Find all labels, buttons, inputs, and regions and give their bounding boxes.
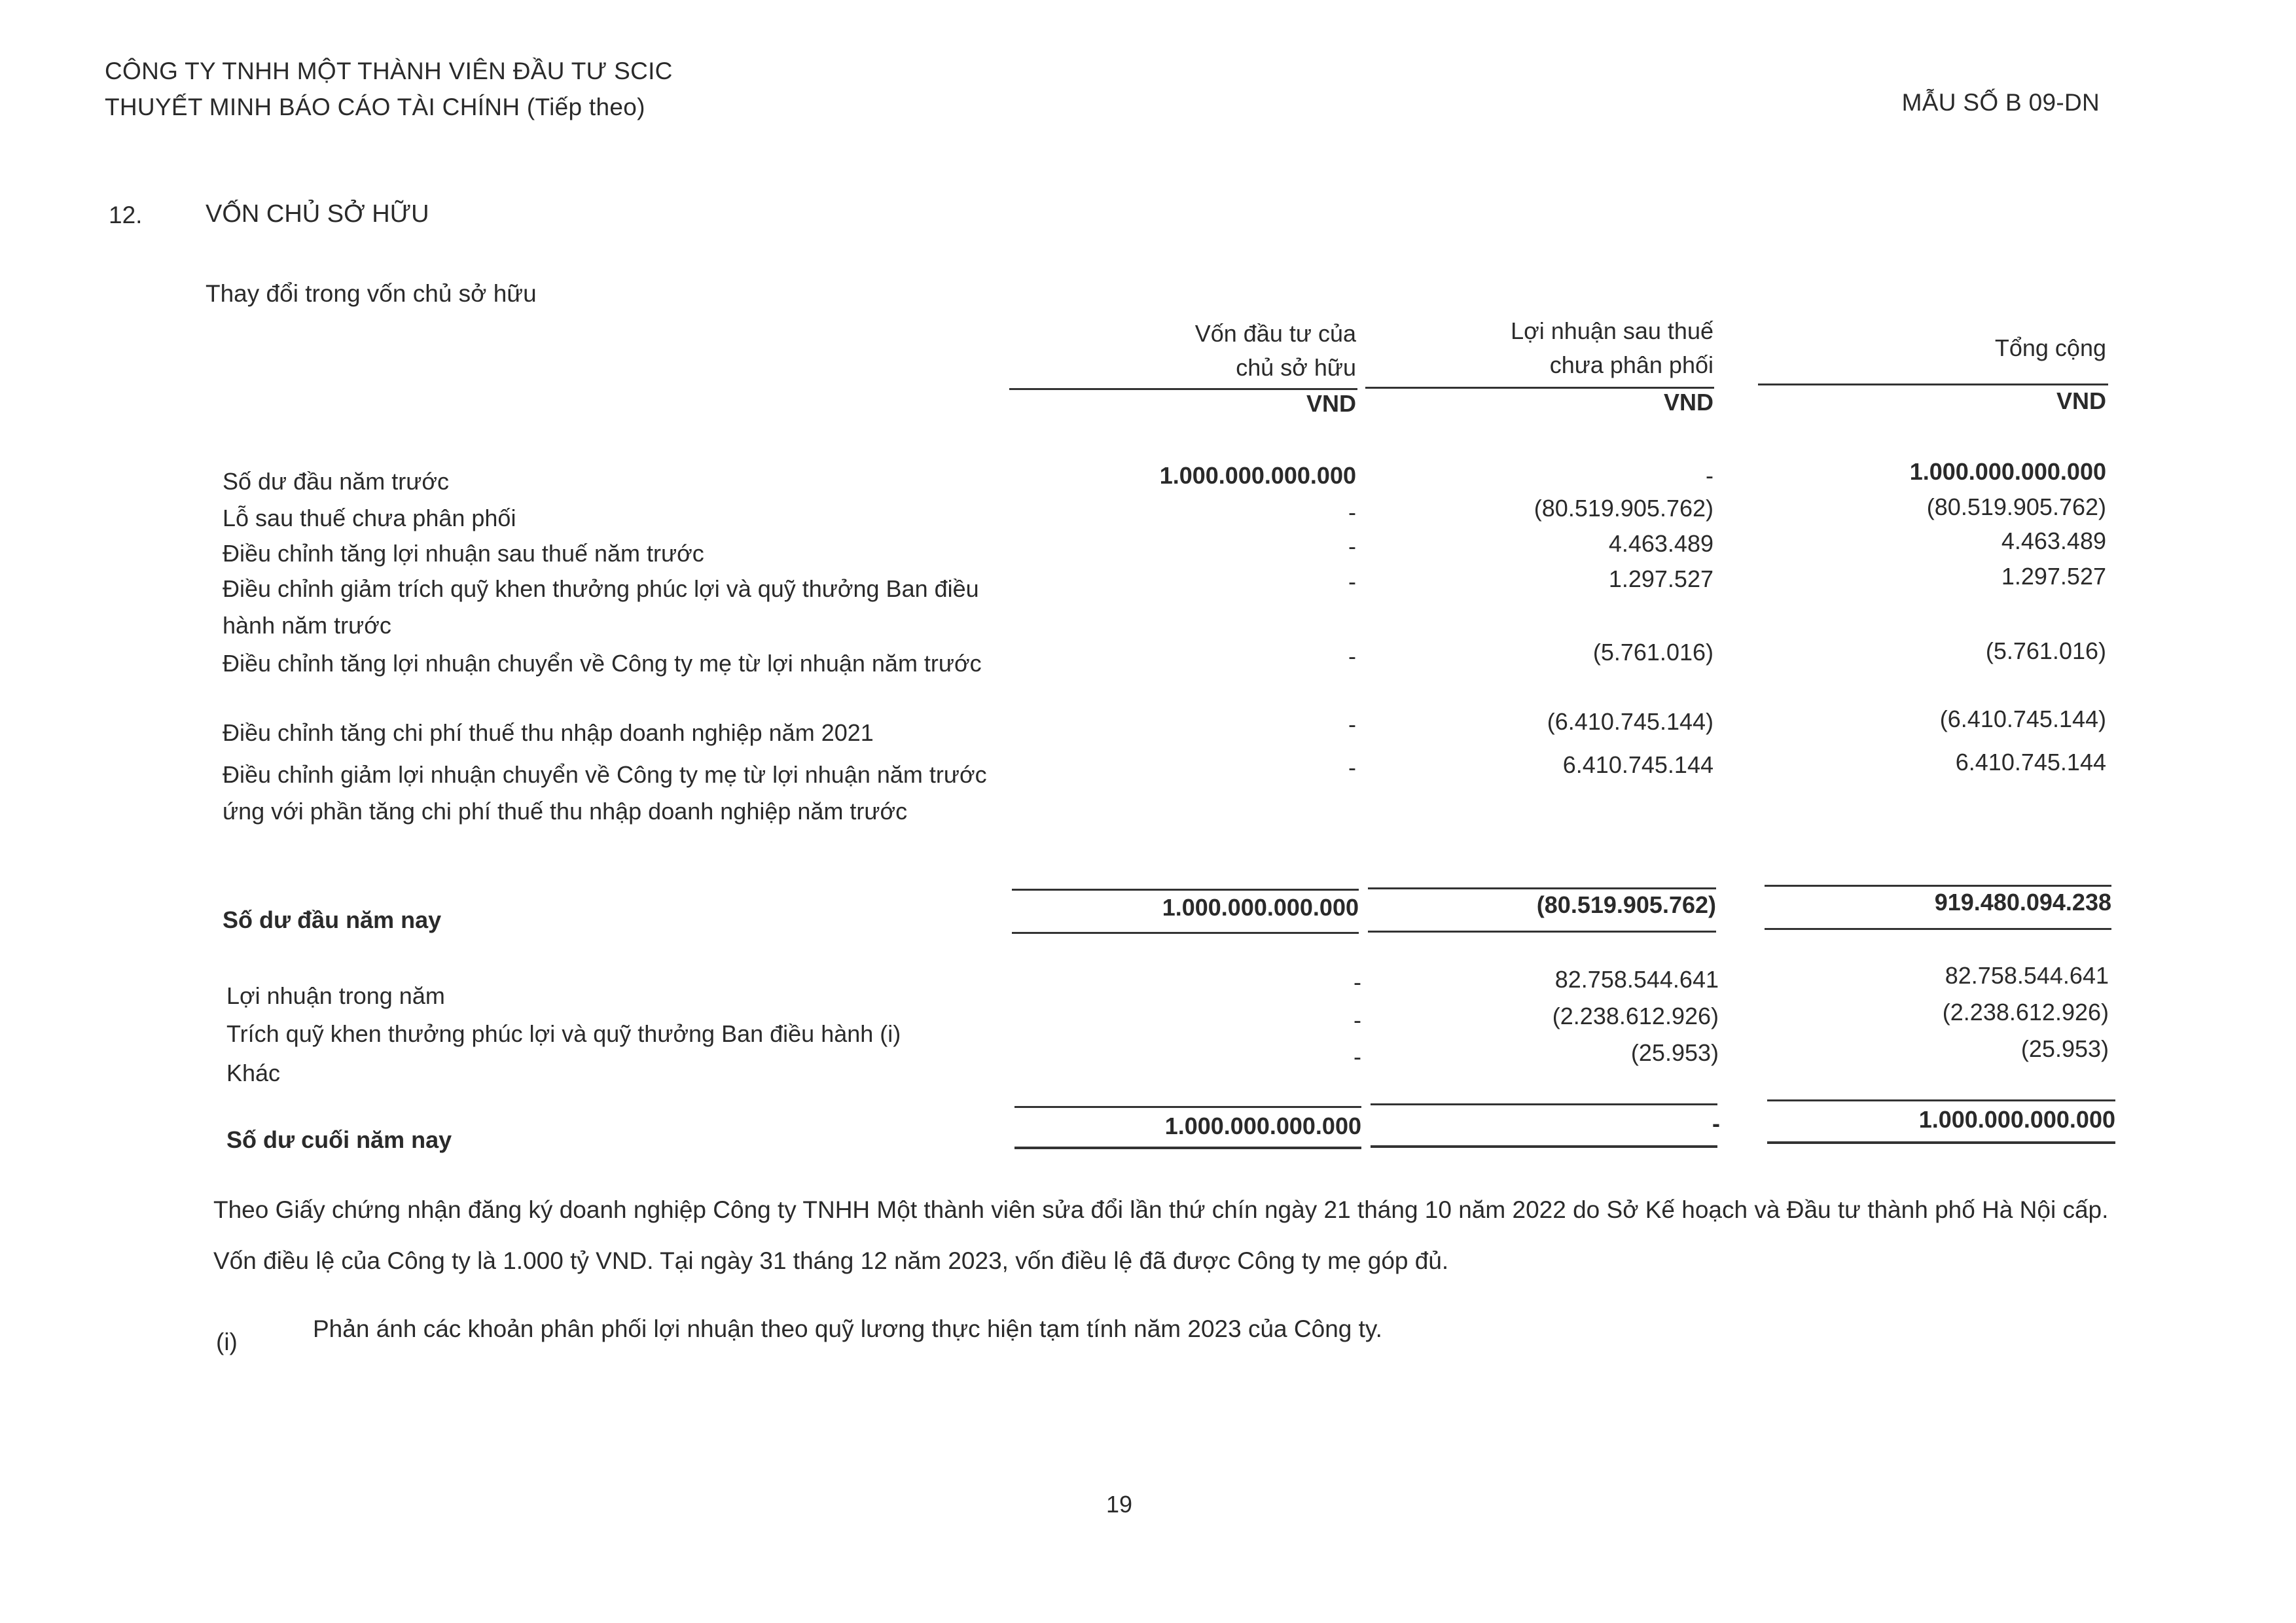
cell-owner-capital: - — [1348, 533, 1356, 560]
header-rule — [1758, 383, 2108, 385]
cell-retained-earnings: (80.519.905.762) — [1536, 891, 1716, 918]
cell-total: 4.463.489 — [2001, 527, 2106, 554]
cell-retained-earnings: (2.238.612.926) — [1552, 1003, 1719, 1029]
cell-total: 1.000.000.000.000 — [1918, 1106, 2115, 1133]
page-number: 19 — [1106, 1491, 1133, 1518]
column-header-total — [1844, 331, 2106, 365]
row-label: Số dư đầu năm nay — [223, 906, 442, 933]
form-code: MẪU SỐ B 09-DN — [1901, 89, 2100, 116]
column-header-line: chủ sở hữu — [1236, 354, 1356, 381]
cell-owner-capital: - — [1348, 754, 1356, 781]
column-header-line: Tổng cộng — [1994, 334, 2106, 361]
cell-owner-capital: - — [1348, 711, 1356, 738]
column-header-retained-earnings — [1373, 314, 1713, 382]
footnote-marker: (i) — [216, 1329, 238, 1355]
row-label: Điều chỉnh tăng chi phí thuế thu nhập doanh nghiệp năm 2021 — [223, 719, 874, 746]
cell-total: (6.410.745.144) — [1939, 705, 2106, 732]
cell-total: (25.953) — [2020, 1035, 2109, 1062]
subtotal-rule — [1368, 887, 1716, 889]
total-rule — [1767, 1141, 2115, 1144]
cell-owner-capital: - — [1348, 568, 1356, 595]
cell-owner-capital: - — [1354, 1007, 1361, 1033]
company-name: CÔNG TY TNHH MỘT THÀNH VIÊN ĐẦU TƯ SCIC — [105, 58, 673, 84]
cell-total: (2.238.612.926) — [1942, 999, 2109, 1026]
cell-owner-capital: 1.000.000.000.000 — [1162, 894, 1359, 921]
row-label: Trích quỹ khen thưởng phúc lợi và quỹ thưởng Ban điều hành (i) — [226, 1020, 901, 1047]
column-header-line: chưa phân phối — [1549, 351, 1713, 378]
cell-owner-capital: - — [1354, 969, 1361, 995]
row-label: Lỗ sau thuế chưa phân phối — [223, 505, 516, 531]
footnote-text: Phản ánh các khoản phân phối lợi nhuận theo quỹ lương thực hiện tạm tính năm 2023 của Công ty. — [313, 1315, 1382, 1342]
row-label: Điều chỉnh giảm lợi nhuận chuyển về Công ty mẹ từ lợi nhuận năm trước ứng với phần tăng chi phí thuế thu nhập doanh nghiệp năm trước — [223, 761, 987, 825]
subtotal-rule — [1765, 885, 2111, 887]
column-unit: VND — [1663, 389, 1713, 416]
cell-owner-capital: - — [1354, 1043, 1361, 1070]
subtotal-rule — [1765, 928, 2111, 930]
column-unit: VND — [2056, 387, 2106, 414]
cell-total: 82.758.544.641 — [1945, 962, 2109, 989]
section-number: 12. — [109, 202, 143, 228]
total-rule — [1014, 1147, 1361, 1149]
column-unit: VND — [1306, 390, 1356, 417]
cell-retained-earnings: (25.953) — [1630, 1039, 1719, 1066]
cell-owner-capital: 1.000.000.000.000 — [1159, 462, 1356, 489]
report-subtitle: THUYẾT MINH BÁO CÁO TÀI CHÍNH (Tiếp theo) — [105, 94, 645, 120]
cell-total: (5.761.016) — [1985, 637, 2106, 664]
cell-owner-capital: 1.000.000.000.000 — [1164, 1113, 1361, 1139]
column-header-line: Vốn đầu tư của — [1194, 320, 1356, 347]
total-rule — [1767, 1099, 2115, 1101]
row-label: Khác — [226, 1060, 281, 1086]
subtotal-rule — [1368, 931, 1716, 933]
subtotal-rule — [1012, 932, 1359, 934]
cell-retained-earnings: 1.297.527 — [1608, 565, 1713, 592]
cell-total: 1.297.527 — [2001, 563, 2106, 590]
cell-total: 6.410.745.144 — [1955, 749, 2106, 776]
row-label: Số dư cuối năm nay — [226, 1126, 452, 1153]
cell-retained-earnings: (80.519.905.762) — [1534, 495, 1713, 522]
section-title: VỐN CHỦ SỞ HỮU — [206, 200, 429, 228]
cell-retained-earnings: 6.410.745.144 — [1562, 751, 1713, 778]
row-label: Điều chỉnh tăng lợi nhuận chuyển về Công ty mẹ từ lợi nhuận năm trước — [223, 650, 982, 677]
cell-retained-earnings: (6.410.745.144) — [1547, 708, 1713, 735]
row-label: Số dư đầu năm trước — [223, 468, 449, 495]
header-rule — [1009, 388, 1357, 390]
subtotal-rule — [1012, 889, 1359, 891]
charter-capital-paragraph: Theo Giấy chứng nhận đăng ký doanh nghiệp Công ty TNHH Một thành viên sửa đổi lần thứ chín ngày 21 tháng 10 năm 2022 do Sở Kế hoạch và Đầu tư thành phố Hà Nội cấp. Vốn điều lệ của Công ty là 1.000 tỷ VND. Tại ngày 31 tháng 12 năm 2023, vốn điều lệ đã được Công ty mẹ góp đủ. — [213, 1196, 2109, 1274]
cell-total: 1.000.000.000.000 — [1909, 458, 2106, 485]
row-label: Lợi nhuận trong năm — [226, 982, 445, 1009]
cell-retained-earnings: - — [1712, 1110, 1720, 1137]
row-label: Điều chỉnh tăng lợi nhuận sau thuế năm trước — [223, 540, 704, 567]
cell-total: 919.480.094.238 — [1934, 889, 2111, 916]
cell-retained-earnings: - — [1706, 462, 1713, 489]
cell-owner-capital: - — [1348, 499, 1356, 526]
cell-total: (80.519.905.762) — [1926, 493, 2106, 520]
row-label: Điều chỉnh giảm trích quỹ khen thưởng phúc lợi và quỹ thưởng Ban điều hành năm trước — [223, 575, 979, 639]
header-rule — [1365, 387, 1714, 389]
column-header-line: Lợi nhuận sau thuế — [1511, 317, 1713, 344]
total-rule — [1014, 1106, 1361, 1108]
total-rule — [1371, 1103, 1717, 1105]
cell-retained-earnings: 4.463.489 — [1608, 530, 1713, 557]
cell-owner-capital: - — [1348, 643, 1356, 669]
section-subtitle: Thay đổi trong vốn chủ sở hữu — [206, 280, 537, 307]
column-header-owner-capital — [1029, 317, 1356, 385]
total-rule — [1371, 1145, 1717, 1148]
cell-retained-earnings: 82.758.544.641 — [1554, 966, 1719, 993]
cell-retained-earnings: (5.761.016) — [1592, 639, 1713, 666]
